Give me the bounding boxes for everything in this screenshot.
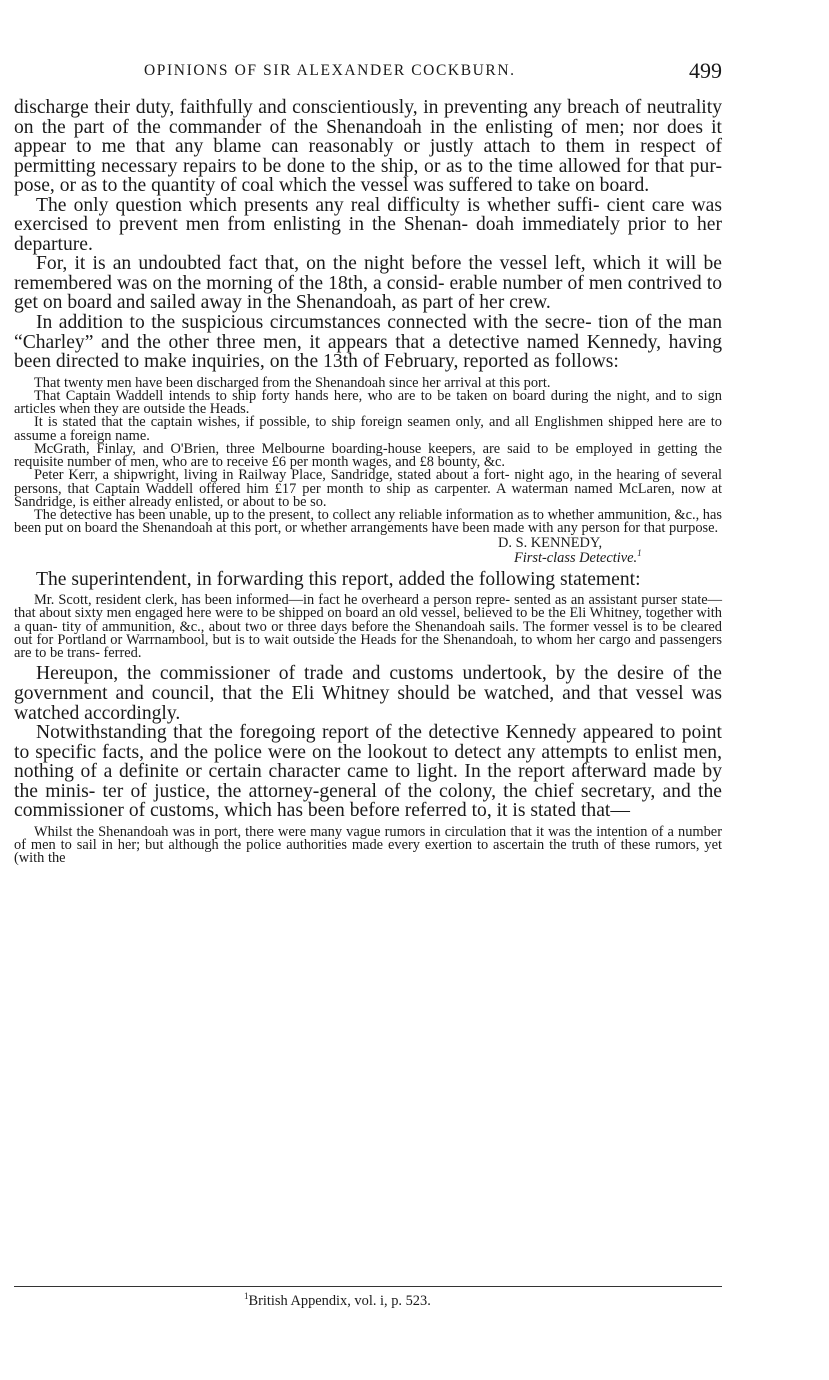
final-quote: Whilst the Shenandoah was in port, there were many vague rumors in circulation that it was the intention of a number of men to sail in her; but although the police authorities made every exertion to ascertain the truth of these rumors, yet (with the bbox=[14, 823, 722, 867]
paragraph-continuation: discharge their duty, faithfully and conscientiously, in preventing any breach of neutrality on the part of the commander of the Shenandoah in the enlisting of men; nor does it appear to me that any blame can reasonably or justly attach to them in respect of permitting necessary repairs to be done to the ship, or as to the time allowed for that pur- pose, or as to the quantity of coal which the vessel was suffered to take on board. bbox=[14, 97, 722, 197]
page-number: 499 bbox=[689, 58, 722, 83]
paragraph-hereupon: Hereupon, the commissioner of trade and customs undertook, by the desire of the government and council, that the Eli Whitney should be watched, and that vessel was watched accordingly. bbox=[14, 663, 722, 724]
footnote-number: 1 bbox=[244, 1291, 249, 1302]
report-item: The detective has been unable, up to the present, to collect any reliable information as to whether ammunition, &c., has been put on board the Shenandoah at this port, or whether arrangements have been made with any person for that purpose. bbox=[14, 507, 722, 537]
paragraph-only-question: The only question which presents any real difficulty is whether suffi- cient care was exercised to prevent men from enlisting in the Shenan- doah immediately prior to her departure. bbox=[14, 194, 722, 255]
signature-title-line bbox=[14, 547, 722, 566]
report-item: Peter Kerr, a shipwright, living in Railway Place, Sandridge, stated about a fort- night ago, in the hearing of several persons, that Captain Waddell offered him £17 per month to ship as carpenter. A waterman named McLaren, now at Sandridge, is either already enlisted, or about to be so. bbox=[14, 467, 722, 510]
footnote bbox=[244, 1293, 431, 1310]
report-item: It is stated that the captain wishes, if possible, to ship foreign seamen only, and all Englishmen shipped here are to assume a foreign name. bbox=[14, 414, 722, 444]
detective-report bbox=[14, 374, 722, 566]
report-item: That Captain Waddell intends to ship forty hands here, who are to be taken on board during the night, and to sign articles when they are outside the Heads. bbox=[14, 387, 722, 418]
report-signature bbox=[14, 536, 722, 566]
page-header bbox=[14, 58, 722, 84]
paragraph-undoubted-fact: For, it is an undoubted fact that, on the night before the vessel left, which it will be remembered was on the morning of the 18th, a consid- erable number of men contrived to get on board and sailed away in the Shenandoah, as part of her crew. bbox=[14, 253, 722, 314]
report-item: That twenty men have been discharged from the Shenandoah since her arrival at this port. bbox=[34, 374, 551, 391]
final-quote-block bbox=[14, 823, 722, 867]
footnote-text: British Appendix, vol. i, p. 523. bbox=[248, 1293, 431, 1309]
running-head: OPINIONS OF SIR ALEXANDER COCKBURN. bbox=[144, 62, 516, 79]
footnote-marker: 1 bbox=[637, 547, 642, 558]
body-text bbox=[14, 98, 722, 870]
paragraph-notwithstanding: Notwithstanding that the foregoing report of the detective Kennedy appeared to point to specific facts, and the police were on the lookout to detect any attempts to enlist men, nothing of a definite or certain character came to light. In the report afterward made by the minis- ter of justice, the attorney-general of the colony, the chief secretary, and the commissioner of customs, which has been before referred to, it is stated that— bbox=[14, 722, 722, 822]
report-item: McGrath, Finlay, and O'Brien, three Melbourne boarding-house keepers, are said to be employed in getting the requisite number of men, who are to receive £6 per month wages, and £8 bounty, &c. bbox=[14, 440, 722, 471]
footnote-rule bbox=[14, 1286, 722, 1287]
signature-title: First-class Detective. bbox=[514, 549, 638, 566]
signature-name: D. S. KENNEDY, bbox=[498, 534, 603, 551]
superintendent-statement: Mr. Scott, resident clerk, has been informed—in fact he overheard a person repre- sented as an assistant purser state—that about sixty men engaged here were to be shipped on board an old vessel, believed to be the Eli Whitney, together with a quan- tity of ammunition, &c., about two or three days before the Shenandoah sails. The former vessel is to be cleared out for Portland or Warrnambool, but is to wait outside the Heads for the Shenandoah, to whom her cargo and passengers are to be trans- ferred. bbox=[14, 592, 722, 662]
superintendent-statement-block bbox=[14, 594, 722, 660]
paragraph-suspicious-circumstances: In addition to the suspicious circumstances connected with the secre- tion of the man “Charley” and the other three men, it appears that a detective named Kennedy, having been directed to make inquiries, on the 13th of February, reported as follows: bbox=[14, 312, 722, 373]
paragraph-superintendent: The superintendent, in forwarding this report, added the following statement: bbox=[36, 568, 641, 590]
